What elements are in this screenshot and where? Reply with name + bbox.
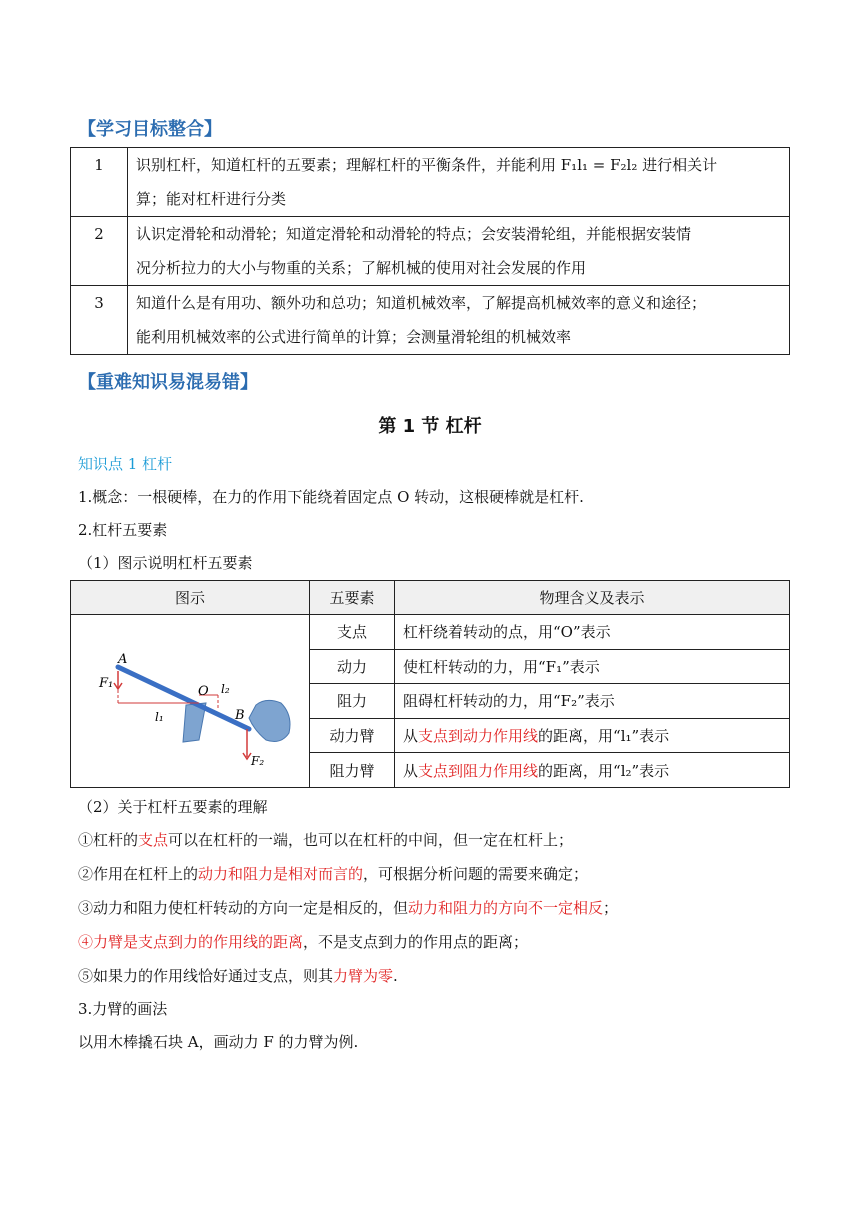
point-3: ③动力和阻力使杠杆转动的方向一定是相反的，但动力和阻力的方向不一定相反； [78,899,619,917]
five-elements-table [70,580,790,788]
five-elements-heading: 2.杠杆五要素 [78,521,168,539]
lever-diagram-cell [71,615,310,788]
element-meaning: 从支点到动力作用线的距离，用“l₁”表示 [395,718,790,753]
col-header-diagram: 图示 [71,581,310,615]
lever-bar [118,667,249,729]
element-name: 动力 [310,649,395,684]
lever-diagram [71,615,309,787]
goal-number: 2 [71,217,128,286]
point-5: ⑤如果力的作用线恰好通过支点，则其力臂为零. [78,967,398,985]
col-header-element: 五要素 [310,581,395,615]
label-O: O [198,684,209,699]
concept-text: 1.概念：一根硬棒，在力的作用下能绕着固定点 O 转动，这根硬棒就是杠杆. [78,488,584,506]
knowledge-point: 知识点 1 杠杆 [78,455,173,473]
label-F1: F₁ [99,676,114,691]
goal-number: 1 [71,148,128,217]
arm-heading: 3.力臂的画法 [78,1000,168,1018]
element-meaning: 从支点到阻力作用线的距离，用“l₂”表示 [395,753,790,788]
element-name: 阻力臂 [310,753,395,788]
element-name: 动力臂 [310,718,395,753]
table-row [71,615,790,650]
label-B: B [235,708,245,723]
subheading-1: （1）图示说明杠杆五要素 [78,554,253,572]
key-heading: 【重难知识易混易错】 [78,372,258,393]
col-header-meaning: 物理含义及表示 [395,581,790,615]
table-row [71,286,790,355]
label-l1: l₁ [155,710,164,724]
arm-text: 以用木棒撬石块 A，画动力 F 的力臂为例. [78,1033,359,1051]
point-1: ①杠杆的支点可以在杠杆的一端，也可以在杠杆的中间，但一定在杠杆上； [78,831,574,849]
goal-text: 识别杠杆，知道杠杆的五要素；理解杠杆的平衡条件，并能利用 F₁l₁ = F₂l₂ 进行相关计 算；能对杠杆进行分类 [128,148,790,217]
element-meaning: 阻碍杠杆转动的力，用“F₂”表示 [395,684,790,719]
table-row [71,217,790,286]
point-4: ④力臂是支点到力的作用线的距离，不是支点到力的作用点的距离； [78,933,529,951]
table-header-row [71,581,790,615]
table-row [71,148,790,217]
load-rock [249,700,290,741]
element-name: 阻力 [310,684,395,719]
goal-text: 认识定滑轮和动滑轮；知道定滑轮和动滑轮的特点；会安装滑轮组，并能根据安装情 况分析拉力的大小与物重的关系；了解机械的使用对社会发展的作用 [128,217,790,286]
label-A: A [118,652,128,667]
element-meaning: 杠杆绕着转动的点，用“O”表示 [395,615,790,650]
section-title: 第 1 节 杠杆 [378,416,482,437]
subheading-2: （2）关于杠杆五要素的理解 [78,798,268,816]
label-F2: F₂ [251,754,265,768]
goal-text: 知道什么是有用功、额外功和总功；知道机械效率，了解提高机械效率的意义和途径； 能利用机械效率的公式进行简单的计算；会测量滑轮组的机械效率 [128,286,790,355]
label-l2: l₂ [221,682,230,696]
goals-table [70,147,790,355]
element-name: 支点 [310,615,395,650]
point-2: ②作用在杠杆上的动力和阻力是相对而言的，可根据分析问题的需要来确定； [78,865,589,883]
goals-heading: 【学习目标整合】 [78,119,222,140]
element-meaning: 使杠杆转动的力，用“F₁”表示 [395,649,790,684]
goal-number: 3 [71,286,128,355]
